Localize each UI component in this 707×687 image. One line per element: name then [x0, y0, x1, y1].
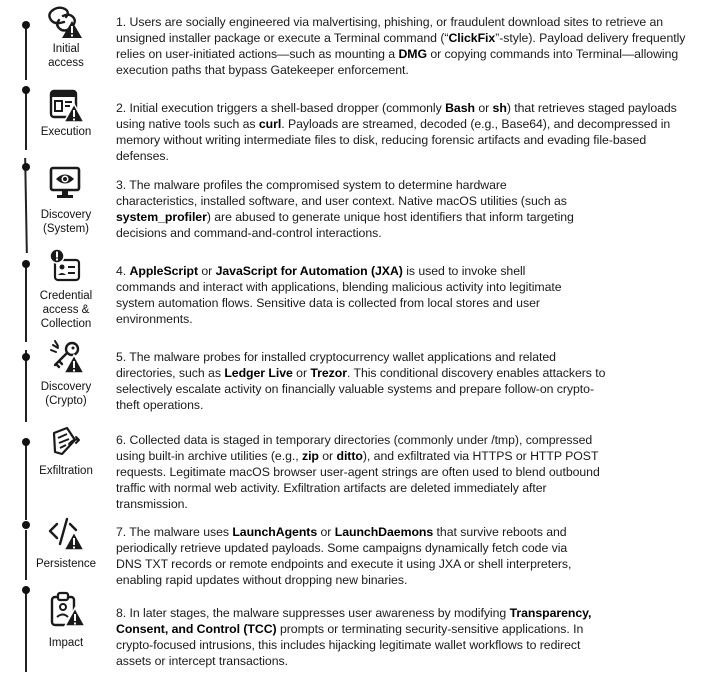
stage-label-line: (Crypto)	[45, 395, 87, 407]
description-text: ) that retrieves staged payloads using native tools such as	[116, 101, 677, 131]
description-text: 5. The malware probes for installed cryptocurrency wallet applications and related directories, such as	[116, 350, 556, 380]
description-text: prompts or terminating security-sensitive applications. In crypto-focused intrusions, this includes hijacking legitimate wallet workflows to redirect assets or intercept transactions.	[116, 622, 584, 668]
contact-card-alert-icon	[42, 248, 88, 284]
stage-label	[28, 208, 104, 236]
stage-description	[116, 263, 566, 327]
emphasized-term: LaunchAgents	[232, 525, 318, 539]
stage-label	[28, 557, 104, 571]
description-text: 6. Collected data is staged in temporary directories (commonly under /tmp), compressed using built-in archive utilities (e.g.,	[116, 433, 593, 463]
stage-label-line: Persistence	[35, 558, 97, 570]
emphasized-term: Bash	[445, 101, 475, 115]
link-warning-icon	[42, 4, 88, 40]
description-text: or	[198, 264, 216, 278]
emphasized-term: ClickFix	[448, 31, 496, 45]
description-text: that survive reboots and periodically retrieve updated payloads. Some campaigns dynamically fetch code via DNS TXT records or remote endpoints and execute it using JXA or shell interpreters, enabling rapid updates without dropping new binaries.	[116, 525, 572, 587]
code-warning-icon	[42, 516, 88, 552]
clipboard-person-warning-icon	[42, 591, 88, 627]
stage-label-line: Discovery	[40, 209, 92, 221]
description-text: 2. Initial execution triggers a shell-based dropper (commonly	[116, 101, 446, 115]
timeline-node	[22, 21, 30, 29]
stage-label-line: Credential	[39, 290, 93, 302]
description-text: . Payloads are streamed, decoded (e.g., Base64), and decompressed in memory without writing intermediate files to disk, reducing forensic artifacts and evading file-based defenses.	[116, 117, 671, 163]
key-warning-icon	[42, 339, 88, 375]
description-text: or	[292, 366, 311, 380]
stage-label-line: Initial	[52, 43, 80, 55]
timeline-node	[22, 163, 30, 171]
stage-label-line: (System)	[43, 223, 89, 235]
stage-label-line: Discovery	[40, 381, 92, 393]
emphasized-term: AppleScript	[129, 264, 198, 278]
timeline-segment	[25, 530, 27, 580]
stage-label-line: Execution	[40, 126, 92, 138]
description-text: ), and exfiltrated via HTTPS or HTTP POST requests. Legitimate macOS browser user-agent strings are often used to blend outbound traffic with normal web activity. Exfiltration artifacts are deleted immediately after transmission.	[116, 449, 600, 511]
emphasized-term: sh	[492, 101, 507, 115]
stage-label	[28, 125, 104, 139]
timeline-segment	[25, 88, 27, 150]
stage-label-line: Exfiltration	[39, 465, 93, 477]
stage-description	[116, 524, 596, 588]
description-text: 1. Users are socially engineered via malvertising, phishing, or fraudulent download sites to retrieve an unsigned installer package or execute a Terminal command (“	[116, 15, 664, 45]
stage-description	[116, 605, 596, 669]
stage-label-line: access	[48, 57, 84, 69]
stage-label	[28, 636, 104, 650]
timeline-node	[22, 521, 30, 529]
stage-description	[116, 349, 606, 413]
stage-description	[116, 14, 700, 78]
emphasized-term: Ledger Live	[224, 366, 293, 380]
emphasized-term: zip	[301, 449, 319, 463]
timeline-node	[22, 438, 30, 446]
stage-label-line: Collection	[40, 318, 92, 330]
emphasized-term: system_profiler	[116, 210, 207, 224]
stage-description	[116, 100, 701, 164]
emphasized-term: Trezor	[310, 366, 347, 380]
description-text: 7. The malware uses	[116, 525, 233, 539]
stage-label-line: access &	[42, 304, 90, 316]
description-text: 8. In later stages, the malware suppresses user awareness by modifying	[116, 606, 510, 620]
stage-label	[28, 42, 104, 70]
stage-label	[28, 464, 104, 478]
emphasized-term: ditto	[336, 449, 363, 463]
stage-label	[28, 380, 104, 408]
timeline-node	[22, 260, 30, 268]
stage-description	[116, 177, 576, 241]
stage-label	[28, 289, 104, 331]
timeline-node	[22, 353, 30, 361]
timeline-segment	[24, 158, 27, 253]
description-text: 4.	[116, 264, 130, 278]
timeline-node	[22, 86, 30, 94]
description-text: or	[317, 525, 335, 539]
stage-description	[116, 432, 602, 512]
timeline-segment	[25, 22, 27, 80]
monitor-eye-icon	[42, 166, 88, 202]
timeline-segment	[25, 440, 27, 520]
document-arrow-icon	[42, 424, 88, 460]
description-text: . This conditional discovery enables attackers to selectively escalate activity on financially valuable systems and prepare follow-on crypto-theft operations.	[116, 366, 606, 412]
emphasized-term: curl	[258, 117, 282, 131]
emphasized-term: JavaScript for Automation (JXA)	[215, 264, 403, 278]
description-text: is used to invoke shell commands and interact with applications, blending malicious activity into legitimate system automation flows. Sensitive data is collected from local stores and user environments.	[116, 264, 562, 326]
description-text: or	[318, 449, 337, 463]
description-text: 3. The malware profiles the compromised system to determine hardware characteristics, installed software, and user context. Native macOS utilities (such as	[116, 178, 567, 208]
emphasized-term: DMG	[398, 47, 427, 61]
stage-label-line: Impact	[48, 637, 84, 649]
description-text: or	[474, 101, 493, 115]
description-text: or copying commands into Terminal—allowing execution paths that bypass Gatekeeper enforcement.	[116, 47, 679, 77]
emphasized-term: LaunchDaemons	[334, 525, 434, 539]
timeline-node	[22, 586, 30, 594]
description-text: ) are abused to generate unique host identifiers that inform targeting decisions and command-and-control interactions.	[116, 210, 574, 240]
timeline-segment	[25, 590, 27, 672]
emphasized-term: Transparency, Consent, and Control (TCC)	[116, 606, 592, 636]
timeline-segment	[25, 262, 27, 342]
description-text: ”-style). Payload delivery frequently relies on user-initiated actions—such as mounting a	[116, 31, 686, 61]
app-window-warning-icon	[42, 88, 88, 124]
